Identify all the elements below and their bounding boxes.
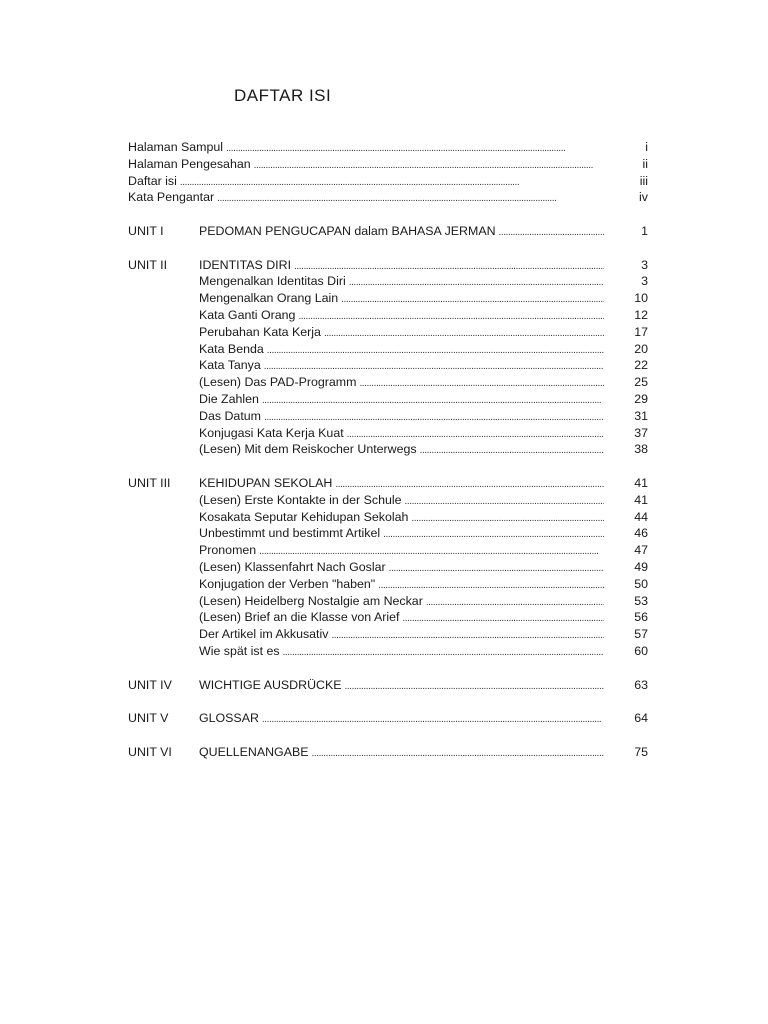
- unit-label: UNIT III: [128, 475, 171, 490]
- toc-entry-page: 3: [641, 274, 648, 289]
- toc-entry[interactable]: [128, 324, 648, 341]
- toc-entry-content: [199, 223, 604, 242]
- toc-entry-title: Daftar isi: [128, 173, 177, 188]
- toc-entry-title: Konjugation der Verben "haben": [199, 576, 376, 591]
- toc-entry-page: 46: [634, 526, 648, 541]
- toc-entry[interactable]: [128, 156, 648, 173]
- toc-entry-page: 53: [634, 593, 648, 608]
- toc-entry-page: 63: [634, 677, 648, 692]
- toc-entry-page: 49: [634, 559, 648, 574]
- toc-entry-page: 22: [634, 358, 648, 373]
- toc-entry[interactable]: [128, 273, 648, 290]
- toc-entry-title: QUELLENANGABE: [199, 744, 309, 759]
- toc-entry-title: Konjugasi Kata Kerja Kuat: [199, 425, 344, 440]
- toc-entry-title: Halaman Sampul: [128, 140, 224, 154]
- toc-entry-content: [199, 744, 604, 763]
- toc-entry[interactable]: [128, 290, 648, 307]
- toc-entry-title: Halaman Pengesahan: [128, 156, 251, 171]
- dot-leader: [283, 643, 604, 662]
- toc-entry-page: 10: [634, 291, 648, 306]
- toc-entry-page: 64: [634, 711, 648, 726]
- toc-entry-title: Mengenalkan Orang Lain: [199, 291, 339, 306]
- toc-entry-page: 75: [634, 744, 648, 759]
- dot-leader: [217, 189, 604, 208]
- table-of-contents: [128, 139, 648, 760]
- toc-entry-page: 60: [634, 643, 648, 658]
- toc-entry-title: Perubahan Kata Kerja: [199, 324, 321, 339]
- dot-leader: [262, 710, 604, 729]
- toc-entry-content: [128, 189, 604, 208]
- toc-entry-page: i: [645, 140, 648, 154]
- toc-entry-page: 12: [634, 307, 648, 322]
- toc-entry-title: Kata Benda: [199, 341, 264, 356]
- toc-entry-title: (Lesen) Brief an die Klasse von Arief: [199, 610, 400, 625]
- toc-entry-title: Kosakata Seputar Kehidupan Sekolah: [199, 509, 409, 524]
- toc-entry[interactable]: [128, 509, 648, 526]
- toc-entry-page: 44: [634, 509, 648, 524]
- toc-entry-title: Die Zahlen: [199, 391, 259, 406]
- toc-entry[interactable]: [128, 626, 648, 643]
- toc-entry-page: 31: [634, 408, 648, 423]
- page-title: DAFTAR ISI: [234, 86, 332, 105]
- toc-entry[interactable]: [128, 374, 648, 391]
- toc-entry-page: iii: [639, 173, 648, 188]
- toc-entry-page: iv: [639, 190, 648, 205]
- toc-entry[interactable]: [128, 341, 648, 358]
- toc-entry-title: Kata Tanya: [199, 358, 261, 373]
- unit-label: UNIT II: [128, 257, 168, 272]
- toc-entry-page: 29: [634, 391, 648, 406]
- toc-entry-title: Pronomen: [199, 543, 257, 558]
- toc-entry-title: (Lesen) Das PAD-Programm: [199, 375, 357, 390]
- toc-entry[interactable]: [128, 307, 648, 324]
- section-gap: [128, 240, 648, 257]
- toc-entry[interactable]: [128, 559, 648, 576]
- toc-entry[interactable]: [128, 542, 648, 559]
- toc-entry[interactable]: [128, 744, 648, 761]
- toc-entry[interactable]: [128, 677, 648, 694]
- toc-entry[interactable]: [128, 391, 648, 408]
- toc-entry-content: [199, 441, 604, 460]
- dot-leader: [312, 744, 605, 763]
- toc-entry-page: 56: [634, 610, 648, 625]
- toc-entry[interactable]: [128, 441, 648, 458]
- toc-entry-page: 37: [634, 425, 648, 440]
- toc-entry[interactable]: [128, 173, 648, 190]
- toc-entry-page: 3: [641, 257, 648, 272]
- toc-entry-title: Der Artikel im Akkusativ: [199, 627, 329, 642]
- toc-entry-page: 50: [634, 576, 648, 591]
- dot-leader: [345, 677, 604, 696]
- toc-entry-page: 38: [634, 442, 648, 457]
- toc-entry[interactable]: [128, 643, 648, 660]
- section-gap: [128, 693, 648, 710]
- toc-entry-title: (Lesen) Klassenfahrt Nach Goslar: [199, 559, 386, 574]
- unit-label: UNIT I: [128, 223, 164, 238]
- section-gap: [128, 660, 648, 677]
- toc-entry-title: GLOSSAR: [199, 711, 259, 726]
- toc-entry[interactable]: [128, 425, 648, 442]
- toc-entry-content: [199, 643, 604, 662]
- toc-entry-title: WICHTIGE AUSDRÜCKE: [199, 677, 342, 692]
- toc-entry-page: 41: [634, 475, 648, 490]
- toc-entry-title: Kata Pengantar: [128, 190, 215, 205]
- toc-entry-content: [199, 710, 604, 729]
- toc-entry[interactable]: [128, 576, 648, 593]
- toc-entry-title: Unbestimmt und bestimmt Artikel: [199, 526, 381, 541]
- toc-entry-page: ii: [642, 156, 648, 171]
- toc-entry[interactable]: [128, 357, 648, 374]
- toc-entry[interactable]: [128, 609, 648, 626]
- section-gap: [128, 727, 648, 744]
- unit-label: UNIT V: [128, 711, 169, 726]
- toc-entry-page: 25: [634, 375, 648, 390]
- toc-entry-title: Das Datum: [199, 408, 261, 423]
- toc-entry-page: 47: [634, 543, 648, 558]
- toc-entry-title: PEDOMAN PENGUCAPAN dalam BAHASA JERMAN: [199, 223, 496, 238]
- section-gap: [128, 206, 648, 223]
- toc-entry-title: (Lesen) Mit dem Reiskocher Unterwegs: [199, 442, 417, 457]
- toc-entry-title: IDENTITAS DIRI: [199, 257, 292, 272]
- unit-label: UNIT VI: [128, 744, 172, 759]
- toc-entry-title: Kata Ganti Orang: [199, 307, 296, 322]
- toc-entry[interactable]: [128, 492, 648, 509]
- toc-entry[interactable]: [128, 189, 648, 206]
- toc-entry-title: Mengenalkan Identitas Diri: [199, 274, 346, 289]
- toc-entry-page: 41: [634, 492, 648, 507]
- toc-entry[interactable]: [128, 257, 648, 274]
- toc-entry-content: [199, 677, 604, 696]
- toc-entry-title: Wie spät ist es: [199, 643, 280, 658]
- toc-entry[interactable]: [128, 593, 648, 610]
- section-gap: [128, 458, 648, 475]
- toc-entry-page: 17: [634, 324, 648, 339]
- toc-entry-page: 20: [634, 341, 648, 356]
- toc-entry[interactable]: [128, 475, 648, 492]
- toc-entry-title: KEHIDUPAN SEKOLAH: [199, 475, 333, 490]
- toc-entry-title: (Lesen) Heidelberg Nostalgie am Neckar: [199, 593, 423, 608]
- toc-entry[interactable]: [128, 223, 648, 240]
- toc-entry[interactable]: [128, 139, 648, 156]
- toc-entry[interactable]: [128, 710, 648, 727]
- toc-entry-page: 1: [641, 223, 648, 238]
- toc-entry[interactable]: [128, 408, 648, 425]
- toc-entry-page: 57: [634, 627, 648, 642]
- unit-label: UNIT IV: [128, 677, 172, 692]
- toc-entry[interactable]: [128, 525, 648, 542]
- toc-entry-title: (Lesen) Erste Kontakte in der Schule: [199, 492, 402, 507]
- dot-leader: [420, 441, 604, 460]
- dot-leader: [499, 223, 604, 242]
